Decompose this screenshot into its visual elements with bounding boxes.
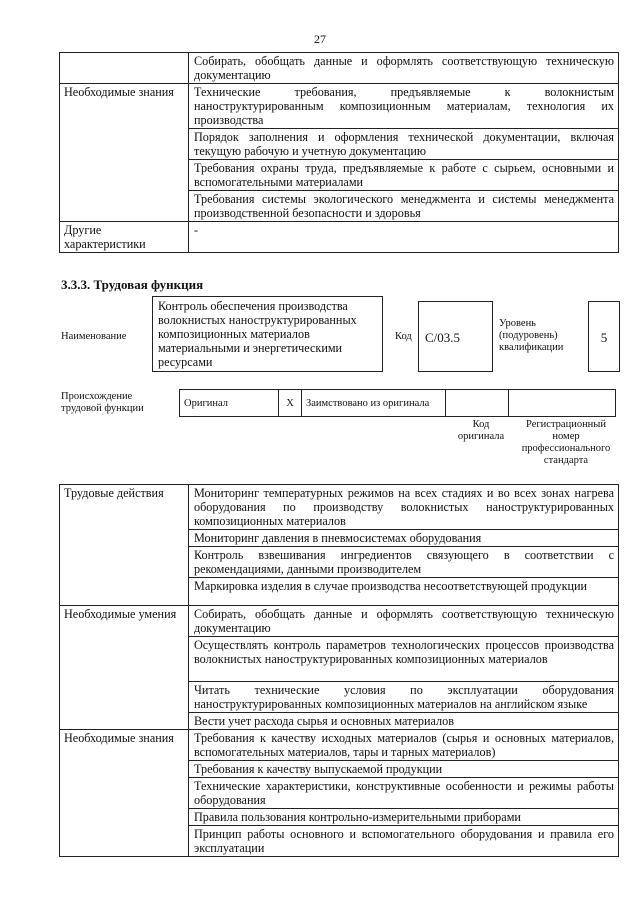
table-cell: Требования охраны труда, предъявляемые к работе с сырьем, основными и вспомогательными материалами	[189, 160, 619, 191]
table-row	[60, 84, 619, 129]
row-label: Необходимые знания	[60, 84, 189, 222]
table-row	[60, 606, 619, 637]
table-cell: Маркировка изделия в случае производства несоответствующей продукции	[189, 578, 619, 606]
origin-table	[179, 389, 616, 417]
row-label: Другие характеристики	[60, 222, 189, 253]
row-label	[60, 53, 189, 84]
table-cell: Технические характеристики, конструктивные особенности и режимы работы оборудования	[189, 778, 619, 809]
table-cell: Мониторинг температурных режимов на всех стадиях и во всех зонах нагрева оборудования по производству волокнистых наноструктурированных композиционных материалов	[189, 485, 619, 530]
table-row	[60, 730, 619, 761]
code-label: Код	[395, 331, 412, 342]
level-label: Уровень (подуровень) квалификации	[499, 318, 564, 353]
table-cell: Собирать, обобщать данные и оформлять соответствующую техническую документацию	[189, 606, 619, 637]
original-mark: X	[279, 390, 302, 417]
table-cell: Читать технические условия по эксплуатации оборудования наноструктурированных композиционных материалов на английском языке	[189, 682, 619, 713]
table-cell: Собирать, обобщать данные и оформлять соответствующую техническую документацию	[189, 53, 619, 84]
borrowed-cell: Заимствовано из оригинала	[302, 390, 446, 417]
table-cell: Требования к качеству исходных материалов (сырья и основных материалов, вспомогательных материалов, тары и тарных материалов)	[189, 730, 619, 761]
code-value-box: C/03.5	[418, 301, 493, 372]
page-number: 27	[314, 32, 326, 46]
row-label: Необходимые умения	[60, 606, 189, 730]
origin-reg-cell	[509, 390, 616, 417]
table-cell: Требования системы экологического менеджмента и системы менеджмента производственной безопасности и здоровья	[189, 191, 619, 222]
reg-caption: Регистрационный номер профессионального стандарта	[521, 419, 611, 466]
table-cell: -	[189, 222, 619, 253]
table-cell: Порядок заполнения и оформления технической документации, включая текущую рабочую и учетную документацию	[189, 129, 619, 160]
table-row	[60, 53, 619, 84]
table-row	[60, 485, 619, 530]
row-label: Трудовые действия	[60, 485, 189, 606]
section-title: 3.3.3. Трудовая функция	[61, 277, 204, 292]
table-row	[60, 222, 619, 253]
origin-label: Происхождение трудовой функции	[61, 391, 144, 414]
table-cell: Принцип работы основного и вспомогательного оборудования и правила его эксплуатации	[189, 826, 619, 857]
table-cell: Вести учет расхода сырья и основных материалов	[189, 713, 619, 730]
continuation-table	[59, 52, 619, 253]
table-cell: Мониторинг давления в пневмосистемах оборудования	[189, 530, 619, 547]
origin-code-cell	[446, 390, 509, 417]
table-cell: Правила пользования контрольно-измерительными приборами	[189, 809, 619, 826]
row-label: Необходимые знания	[60, 730, 189, 857]
function-name-box: Контроль обеспечения производства волокнистых наноструктурированных композиционных материалов материальными и энергетическими ресурсами	[152, 296, 383, 372]
function-details-table	[59, 484, 619, 857]
original-cell: Оригинал	[180, 390, 279, 417]
table-cell: Осуществлять контроль параметров технологических процессов производства волокнистых наноструктурированных композиционных материалов	[189, 637, 619, 682]
table-cell: Контроль взвешивания ингредиентов связующего в соответствии с рекомендациями, данными производителем	[189, 547, 619, 578]
table-cell: Требования к качеству выпускаемой продукции	[189, 761, 619, 778]
code-caption: Код оригинала	[457, 419, 505, 442]
table-cell: Технические требования, предъявляемые к волокнистым наноструктурированным композиционным материалам, технология их производства	[189, 84, 619, 129]
level-value-box: 5	[588, 301, 620, 372]
name-label: Наименование	[61, 331, 127, 342]
